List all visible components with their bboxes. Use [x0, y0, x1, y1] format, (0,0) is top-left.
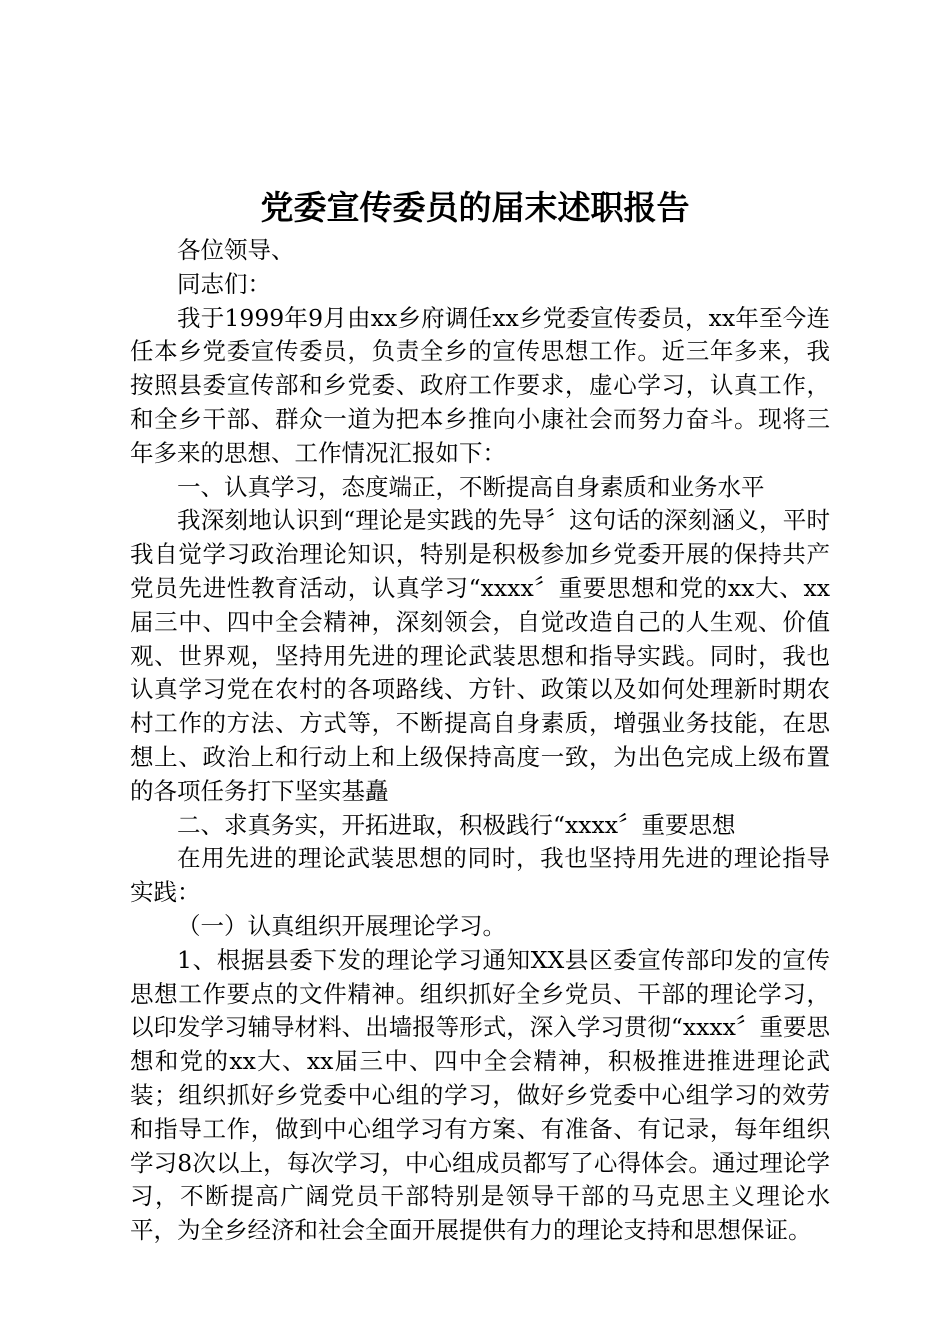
section-1-paragraph: 我深刻地认识到“理论是实践的先导〞这句话的深刻涵义，平时我自觉学习政治理论知识，特别是积极参加乡党委开展的保持共产党员先进性教育活动，认真学习“xxxx〞重要思想和党的xx大、xx届三中、四中全会精神，深刻领会，自觉改造自己的人生观、价值观、世界观，坚持用先进的理论武装思想和指导实践。同时，我也认真学习党在农村的各项路线、方针、政策以及如何处理新时期农村工作的方法、方式等，不断提高自身素质，增强业务技能，在思想上、政治上和行动上和上级保持高度一致，为出色完成上级布置的各项任务打下坚实基矗	[130, 506, 830, 805]
section-2-intro-paragraph: 在用先进的理论武装思想的同时，我也坚持用先进的理论指导实践：	[130, 844, 830, 907]
subsection-heading-1: （一）认真组织开展理论学习。	[177, 911, 506, 940]
section-heading-2: 二、求真务实，开拓进取，积极践行“xxxx〞重要思想	[177, 810, 736, 839]
document-body	[130, 234, 830, 1248]
intro-paragraph: 我于1999年9月由xx乡府调任xx乡党委宣传委员，xx年至今连任本乡党委宣传委员，负责全乡的宣传思想工作。近三年多来，我按照县委宣传部和乡党委、政府工作要求，虚心学习，认真工作，和全乡干部、群众一道为把本乡推向小康社会而努力奋斗。现将三年多来的思想、工作情况汇报如下：	[130, 303, 830, 467]
section-heading-1: 一、认真学习，态度端正，不断提高自身素质和业务水平	[177, 472, 765, 501]
salutation-comrades: 同志们：	[177, 269, 271, 298]
document-title: 党委宣传委员的届末述职报告	[260, 188, 690, 227]
salutation-leaders: 各位领导、	[177, 236, 295, 264]
subsection-1-item-1-paragraph: 1、根据县委下发的理论学习通知XX县区委宣传部印发的宣传思想工作要点的文件精神。组织抓好全乡党员、干部的理论学习，以印发学习辅导材料、出墙报等形式，深入学习贯彻“xxxx〞重要思想和党的xx大、xx届三中、四中全会精神，积极推进推进理论武装；组织抓好乡党委中心组的学习，做好乡党委中心组学习的效劳和指导工作，做到中心组学习有方案、有准备、有记录，每年组织学习8次以上，每次学习，中心组成员都写了心得体会。通过理论学习，不断提高广阔党员干部特别是领导干部的马克思主义理论水平，为全乡经济和社会全面开展提供有力的理论支持和思想保证。	[130, 945, 830, 1245]
